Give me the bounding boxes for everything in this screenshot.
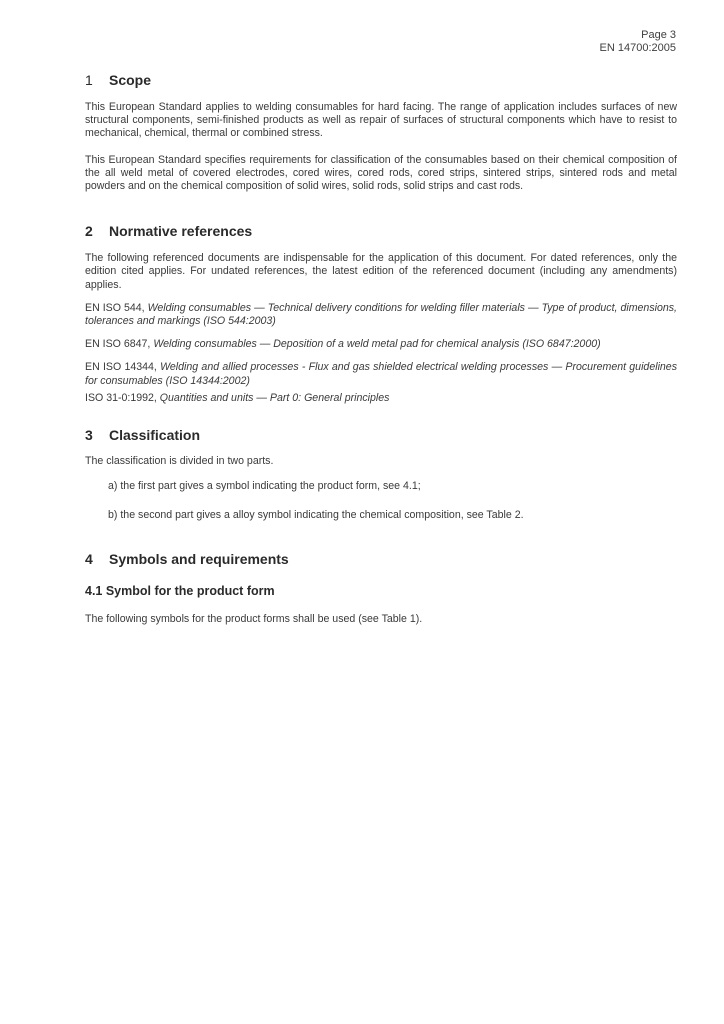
page-header	[600, 29, 676, 55]
section-number: 2	[85, 223, 93, 240]
section-number: 4	[85, 550, 93, 567]
list-item: a) the first part gives a symbol indicating the product form, see 4.1;	[108, 480, 421, 493]
reference-iso-6847: EN ISO 6847, Welding consumables — Deposition of a weld metal pad for chemical analysis (ISO 6847:2000)	[85, 338, 601, 351]
section-title: Classification	[109, 427, 201, 444]
scope-paragraph-2: This European Standard specifies requirements for classification of the consumables based on their chemical composition of the all weld metal of covered electrodes, cored wires, cored rods, cored strips, sintered strips, sintered rods and metal powders and on the chemical composition of solid wires, solid rods, solid strips and cast rods.	[85, 153, 677, 193]
scope-paragraph-1: This European Standard applies to welding consumables for hard facing. The range of application includes surfaces of new structural components, semi-finished products as well as repair of surfaces of structural components which have to resist to mechanical, chemical, thermal or combined stress.	[85, 101, 677, 140]
section-number: 3	[85, 427, 93, 444]
page-number: Page 3	[641, 29, 676, 41]
section-scope-heading	[85, 71, 677, 89]
reference-iso-31: ISO 31-0:1992, Quantities and units — Part 0: General principles	[85, 391, 390, 404]
section-classification-heading	[85, 426, 677, 444]
section-title: Symbols and requirements	[109, 550, 289, 567]
section-normative-heading	[85, 222, 677, 240]
section-title: Scope	[109, 72, 152, 88]
reference-iso-14344: EN ISO 14344, Welding and allied processes - Flux and gas shielded electrical welding processes — Procurement guidelines for consumables (ISO 14344:2002)	[85, 361, 677, 387]
reference-iso-544: EN ISO 544, Welding consumables — Technical delivery conditions for welding filler materials — Type of product, dimensions, tolerances and markings (ISO 544:2003)	[85, 301, 677, 328]
list-item: b) the second part gives a alloy symbol indicating the chemical composition, see Table 2.	[108, 509, 524, 522]
standard-id: EN 14700:2005	[599, 42, 676, 54]
section-number: 1	[85, 72, 93, 88]
normative-intro: The following referenced documents are indispensable for the application of this document. For dated references, only the edition cited applies. For undated references, the latest edition of the referenced document (including any amendments) applies.	[85, 252, 677, 291]
classification-intro: The classification is divided in two parts.	[85, 455, 274, 468]
document-body	[85, 71, 677, 626]
subsection-heading: 4.1 Symbol for the product form	[85, 583, 275, 598]
section-title: Normative references	[109, 223, 253, 240]
section-symbols-heading	[85, 550, 677, 568]
symbols-paragraph: The following symbols for the product forms shall be used (see Table 1).	[85, 612, 423, 625]
